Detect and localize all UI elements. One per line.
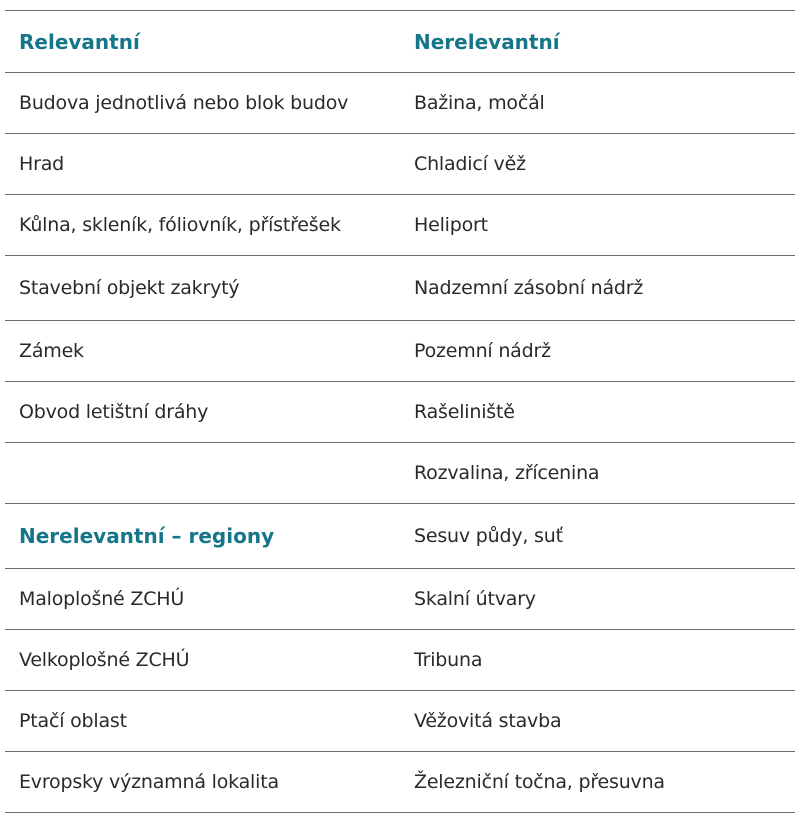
relevant-cell: Stavební objekt zakrytý [19, 277, 240, 299]
irrelevant-cell: Nadzemní zásobní nádrž [414, 277, 644, 299]
relevant-cell: Hrad [19, 153, 65, 175]
region-cell: Velkoplošné ZCHÚ [19, 649, 190, 671]
irrelevant-cell: Tribuna [414, 649, 483, 671]
regions-section-heading: Nerelevantní – regiony [19, 524, 275, 548]
relevant-cell: Kůlna, skleník, fóliovník, přístřešek [19, 214, 341, 236]
table-row [5, 443, 795, 504]
relevant-cell: Zámek [19, 340, 84, 362]
irrelevant-cell: Heliport [414, 214, 488, 236]
relevant-cell: Budova jednotlivá nebo blok budov [19, 92, 349, 114]
table-row [5, 134, 795, 195]
irrelevant-cell: Chladicí věž [414, 153, 526, 175]
table-row [5, 321, 795, 382]
table-row [5, 195, 795, 256]
irrelevant-cell: Rozvalina, zřícenina [414, 462, 600, 484]
table-row [5, 382, 795, 443]
table-row [5, 256, 795, 321]
irrelevant-cell: Sesuv půdy, suť [414, 525, 563, 547]
table-header-row [5, 11, 795, 73]
relevant-cell: Obvod letištní dráhy [19, 401, 209, 423]
irrelevant-column-heading: Nerelevantní [414, 29, 560, 54]
table-row [5, 630, 795, 691]
irrelevant-cell: Věžovitá stavba [414, 710, 562, 732]
region-cell: Ptačí oblast [19, 710, 127, 732]
irrelevant-cell: Skalní útvary [414, 588, 536, 610]
features-table [5, 10, 795, 813]
irrelevant-cell: Bažina, močál [414, 92, 545, 114]
irrelevant-cell: Rašeliniště [414, 401, 515, 423]
table-row [5, 752, 795, 813]
irrelevant-cell: Pozemní nádrž [414, 340, 551, 362]
region-cell: Maloplošné ZCHÚ [19, 588, 185, 610]
table-row [5, 504, 795, 569]
table-row [5, 569, 795, 630]
table-row [5, 691, 795, 752]
irrelevant-cell: Železniční točna, přesuvna [414, 771, 665, 793]
region-cell: Evropsky významná lokalita [19, 771, 279, 793]
table-row [5, 73, 795, 134]
relevant-column-heading: Relevantní [19, 29, 140, 54]
